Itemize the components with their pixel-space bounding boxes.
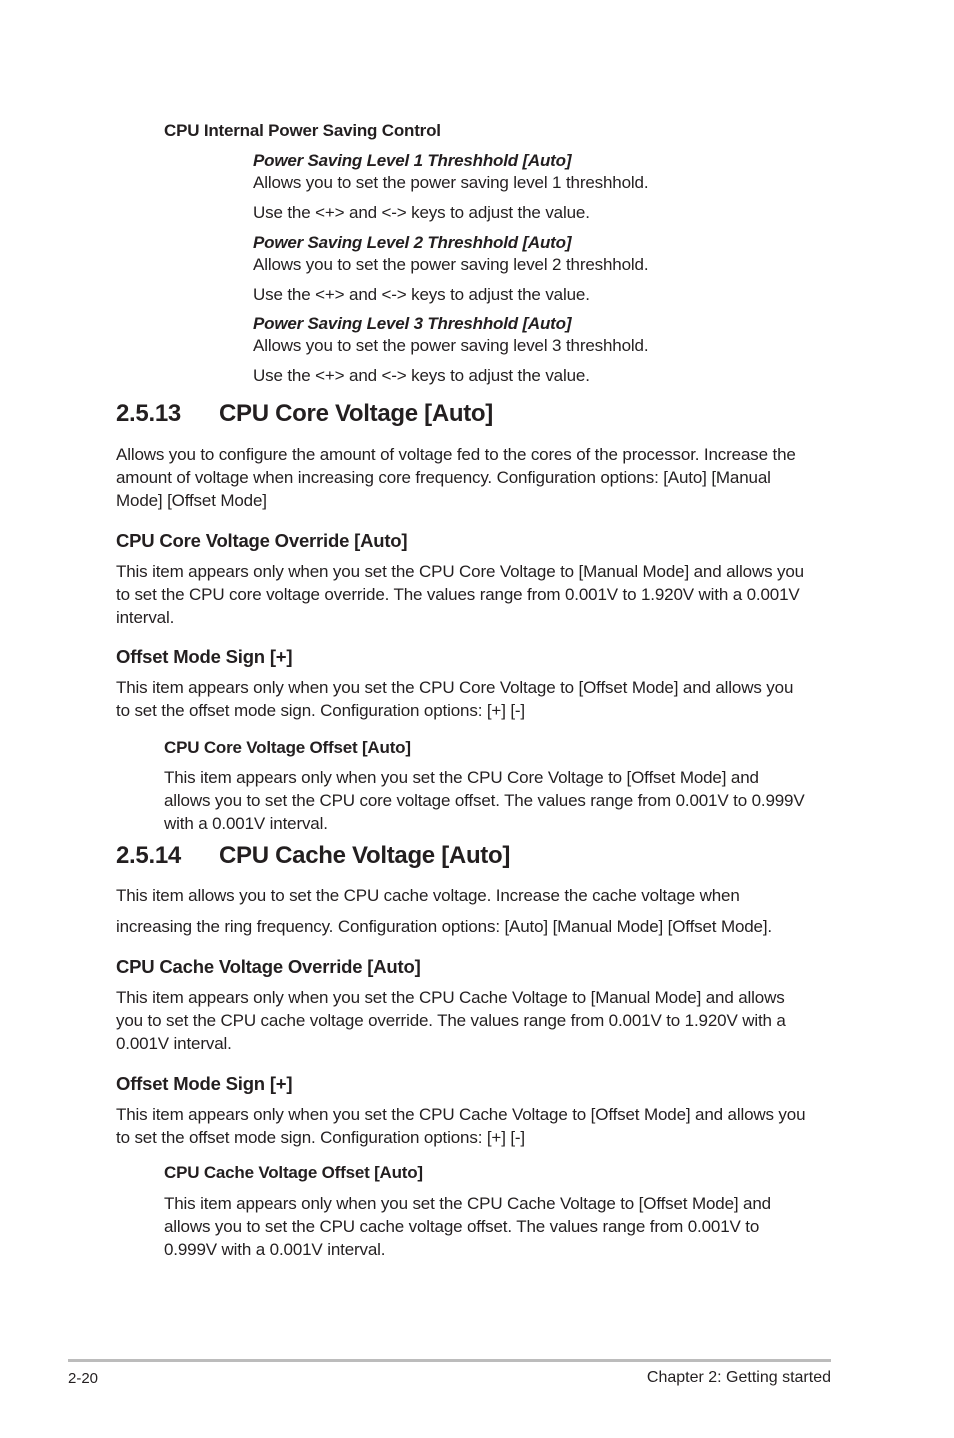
level3-description: Allows you to set the power saving level 3 threshhold. (253, 336, 649, 355)
cache-offset-heading: CPU Cache Voltage Offset [Auto] (164, 1163, 423, 1182)
section-14-heading (116, 842, 510, 870)
level1-heading: Power Saving Level 1 Threshhold [Auto] (253, 151, 572, 170)
core-offset-heading: CPU Core Voltage Offset [Auto] (164, 738, 411, 757)
section-13-number: 2.5.13 (116, 400, 181, 427)
core-sign-heading: Offset Mode Sign [+] (116, 646, 293, 667)
text-line: This item appears only when you set the CPU Core Voltage to [Offset Mode] and (164, 768, 759, 787)
section-13-intro (116, 443, 796, 512)
text-line: to set the CPU core voltage override. The values range from 0.001V to 1.920V with a 0.001V (116, 585, 800, 604)
text-line: 0.001V interval. (116, 1034, 232, 1053)
power-saving-title: CPU Internal Power Saving Control (164, 121, 441, 140)
cache-override-heading: CPU Cache Voltage Override [Auto] (116, 956, 421, 977)
footer-divider (68, 1359, 831, 1362)
section-13-heading (116, 400, 493, 428)
level1-description: Allows you to set the power saving level 1 threshhold. (253, 173, 649, 192)
level2-description: Allows you to set the power saving level 2 threshhold. (253, 255, 649, 274)
text-line: This item appears only when you set the CPU Core Voltage to [Offset Mode] and allows you (116, 678, 794, 697)
text-line: allows you to set the CPU cache voltage offset. The values range from 0.001V to (164, 1217, 760, 1236)
section-13-title: CPU Core Voltage [Auto] (219, 400, 493, 427)
page-number: 2-20 (68, 1370, 99, 1387)
core-override-text (116, 560, 804, 629)
core-override-heading: CPU Core Voltage Override [Auto] (116, 530, 408, 551)
text-line: This item appears only when you set the CPU Cache Voltage to [Manual Mode] and allows (116, 988, 785, 1007)
core-sign-text (116, 676, 793, 722)
text-line: to set the offset mode sign. Configuration options: [+] [-] (116, 701, 525, 720)
level1-keys-note: Use the <+> and <-> keys to adjust the value. (253, 203, 590, 222)
section-14-number: 2.5.14 (116, 842, 181, 869)
text-line: 0.999V with a 0.001V interval. (164, 1240, 386, 1259)
text-line: Mode] [Offset Mode] (116, 491, 267, 510)
level2-keys-note: Use the <+> and <-> keys to adjust the value. (253, 285, 590, 304)
text-line: with a 0.001V interval. (164, 814, 328, 833)
text-line: This item appears only when you set the CPU Core Voltage to [Manual Mode] and allows you (116, 562, 804, 581)
cache-override-text (116, 986, 786, 1055)
level3-heading: Power Saving Level 3 Threshhold [Auto] (253, 314, 572, 333)
core-offset-text (164, 766, 805, 835)
text-line: Allows you to configure the amount of voltage fed to the cores of the processor. Increase the (116, 445, 796, 464)
text-line: interval. (116, 608, 175, 627)
level3-keys-note: Use the <+> and <-> keys to adjust the value. (253, 366, 590, 385)
text-line: This item appears only when you set the CPU Cache Voltage to [Offset Mode] and allows you (116, 1105, 806, 1124)
section-14-title: CPU Cache Voltage [Auto] (219, 842, 511, 869)
section-14-intro-line-1: This item allows you to set the CPU cache voltage. Increase the cache voltage when (116, 886, 740, 905)
text-line: This item appears only when you set the CPU Cache Voltage to [Offset Mode] and (164, 1194, 771, 1213)
cache-offset-text (164, 1192, 771, 1261)
text-line: you to set the CPU cache voltage override. The values range from 0.001V to 1.920V with a (116, 1011, 786, 1030)
level2-heading: Power Saving Level 2 Threshhold [Auto] (253, 233, 572, 252)
text-line: to set the offset mode sign. Configuration options: [+] [-] (116, 1128, 525, 1147)
text-line: amount of voltage when increasing core frequency. Configuration options: [Auto] [Manual (116, 468, 771, 487)
chapter-label: Chapter 2: Getting started (646, 1369, 831, 1386)
section-14-intro-line-2: increasing the ring frequency. Configuration options: [Auto] [Manual Mode] [Offset Mode]. (116, 917, 773, 936)
cache-sign-heading: Offset Mode Sign [+] (116, 1073, 293, 1094)
text-line: allows you to set the CPU core voltage offset. The values range from 0.001V to 0.999V (164, 791, 805, 810)
cache-sign-text (116, 1103, 805, 1149)
